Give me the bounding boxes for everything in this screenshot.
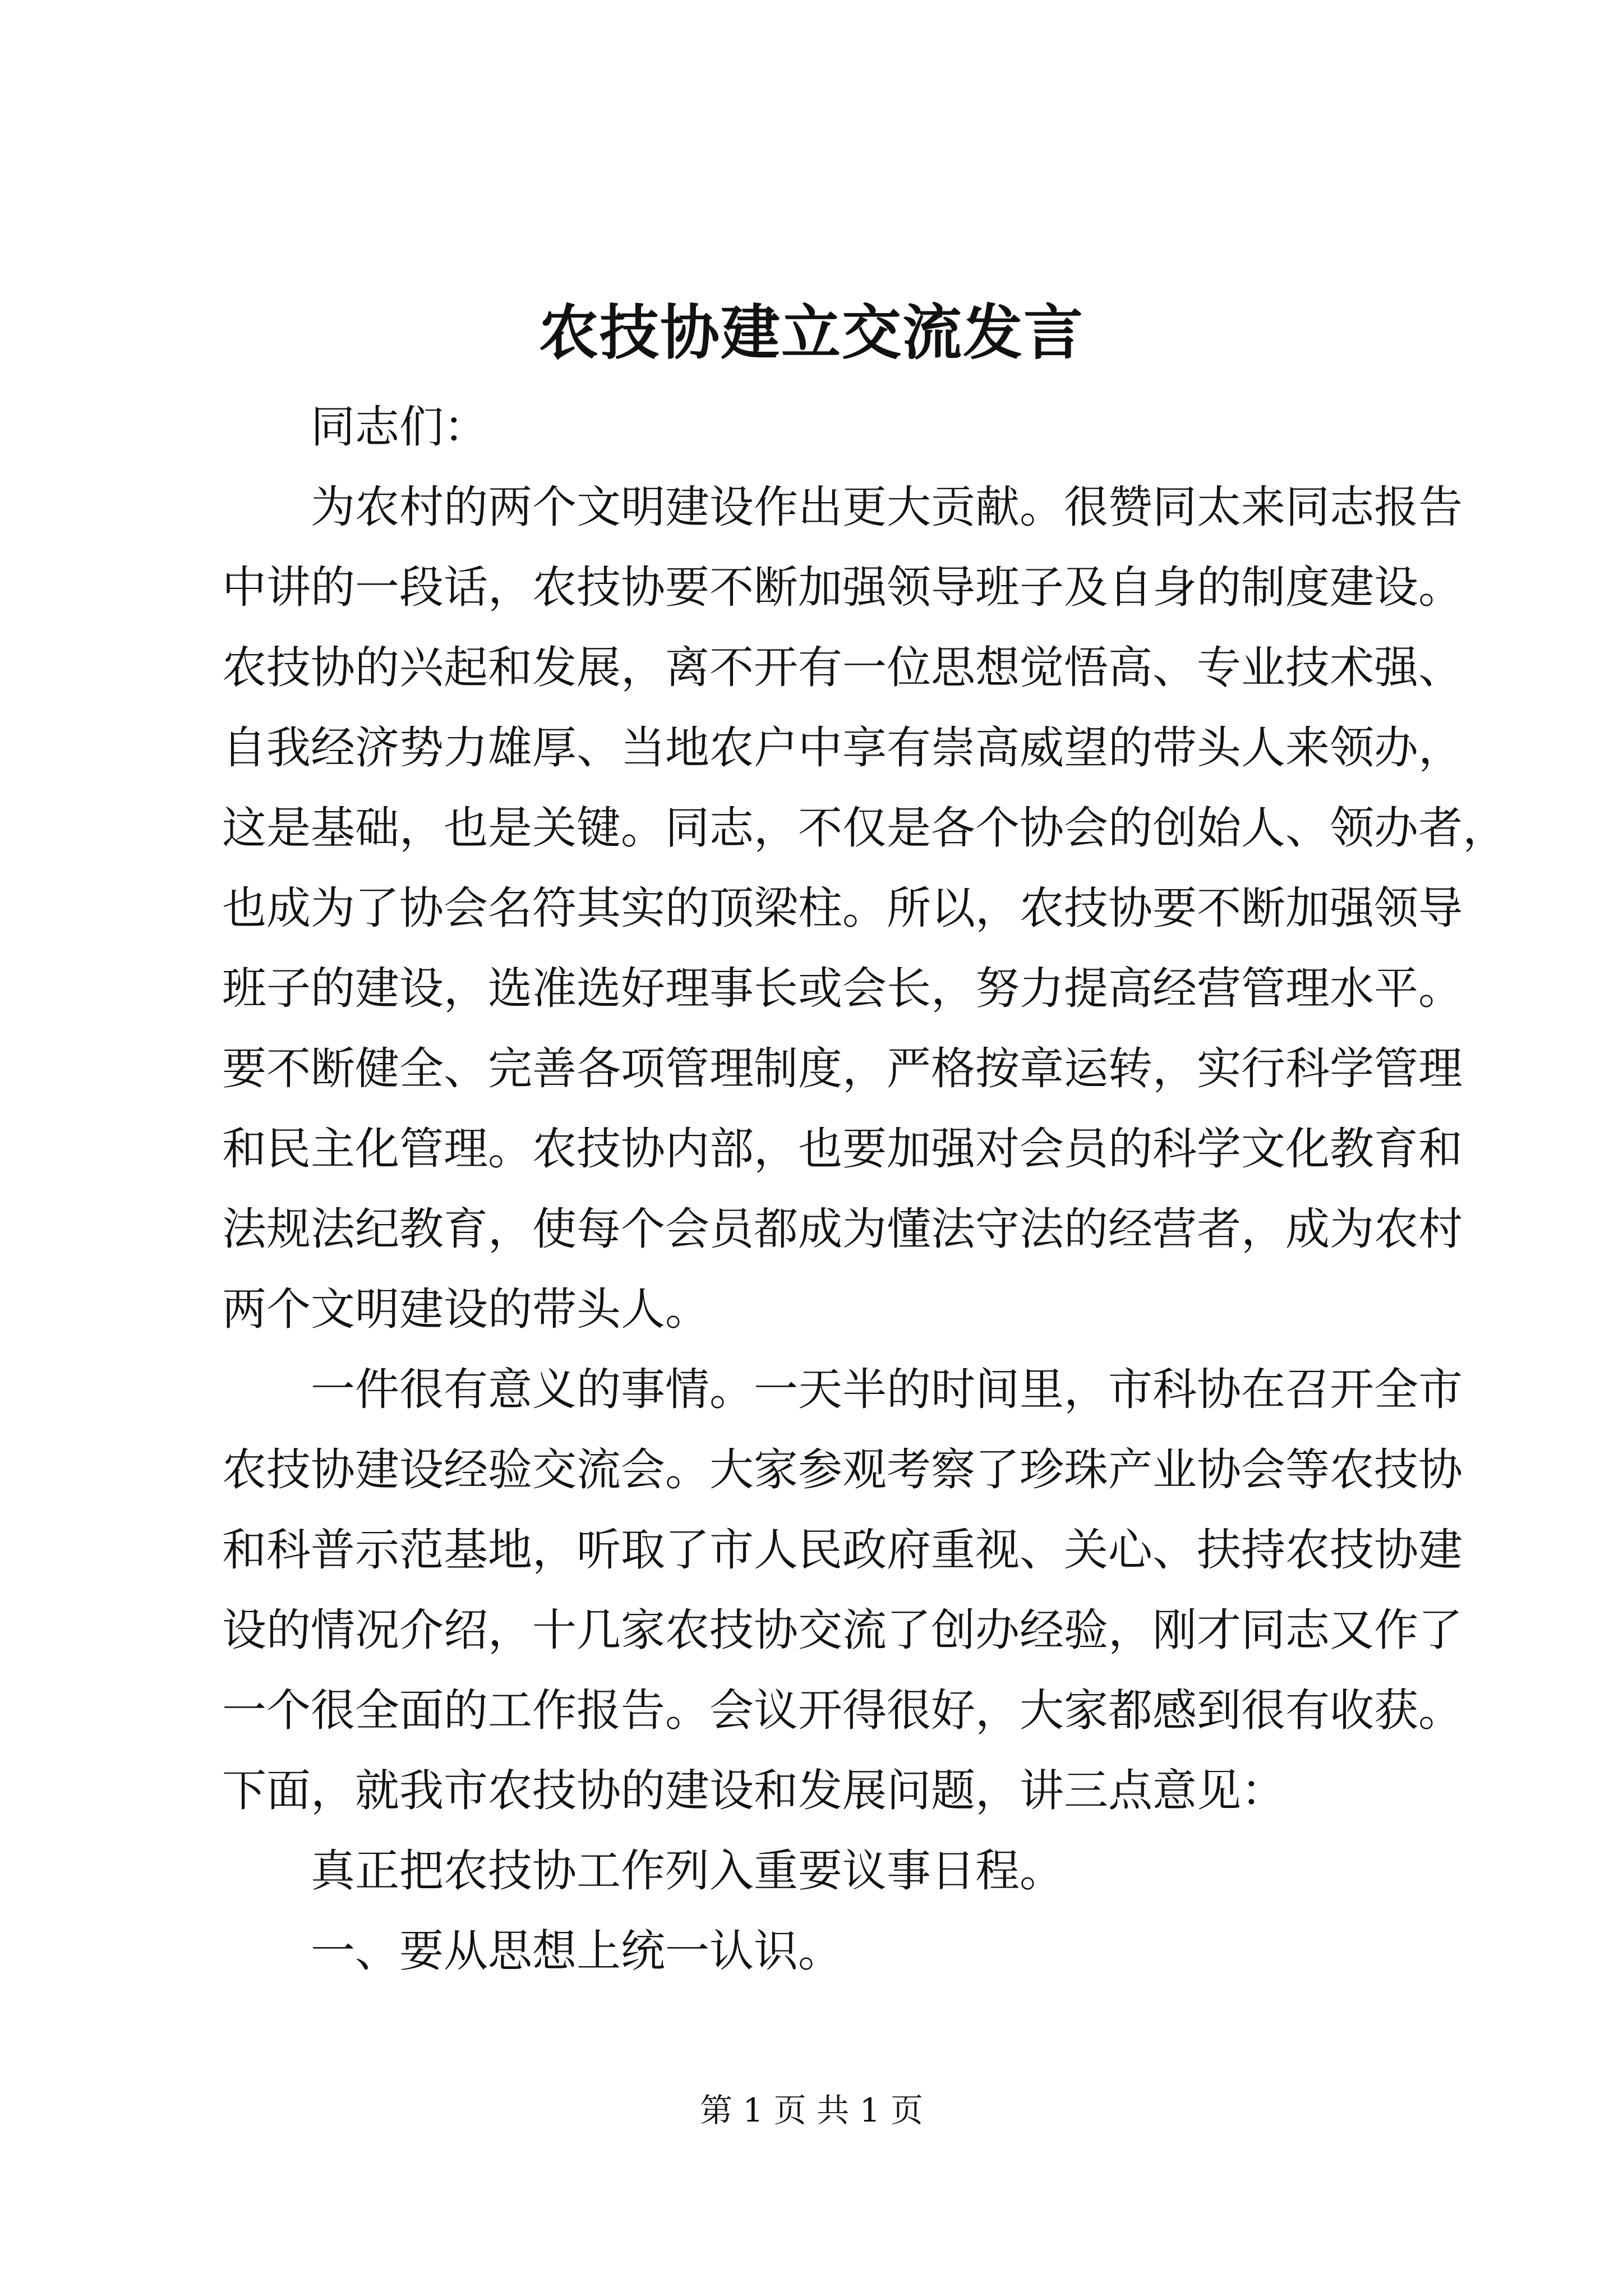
text-line: 一件很有意义的事情。一天半的时间里，市科协在召开全市 (311, 1364, 1463, 1415)
text-line: 这是基础，也是关键。同志，不仅是各个协会的创始人、领办者， (222, 802, 1507, 854)
text-line: 两个文明建设的带头人。 (222, 1283, 709, 1335)
text-line: 同志们： (311, 401, 488, 453)
text-line: 也成为了协会名符其实的顶梁柱。所以，农技协要不断加强领导 (222, 882, 1463, 934)
text-line: 一、要从思想上统一认识。 (311, 1925, 842, 1977)
text-line: 下面，就我市农技协的建设和发展问题，讲三点意见： (222, 1765, 1285, 1816)
text-line: 中讲的一段话，农技协要不断加强领导班子及自身的制度建设。 (222, 562, 1463, 613)
text-line: 农技协的兴起和发展，离不开有一位思想觉悟高、专业技术强、 (222, 642, 1463, 693)
text-line: 农技协建设经验交流会。大家参观考察了珍珠产业协会等农技协 (222, 1444, 1463, 1496)
document-body (222, 387, 1507, 1991)
text-line: 法规法纪教育，使每个会员都成为懂法守法的经营者，成为农村 (222, 1203, 1463, 1255)
text-line: 和民主化管理。农技协内部，也要加强对会员的科学文化教育和 (222, 1123, 1463, 1175)
text-line: 一个很全面的工作报告。会议开得很好，大家都感到很有收获。 (222, 1685, 1463, 1736)
text-line: 班子的建设，选准选好理事长或会长，努力提高经营管理水平。 (222, 963, 1463, 1014)
text-line: 设的情况介绍，十几家农技协交流了创办经验，刚才同志又作了 (222, 1604, 1463, 1656)
text-line: 真正把农技协工作列入重要议事日程。 (311, 1845, 1064, 1897)
page-footer: 第 1 页 共 1 页 (700, 2091, 923, 2129)
text-line: 要不断健全、完善各项管理制度，严格按章运转，实行科学管理 (222, 1043, 1463, 1094)
document-title: 农技协建立交流发言 (539, 297, 1084, 367)
text-line: 为农村的两个文明建设作出更大贡献。很赞同太来同志报告 (311, 481, 1463, 533)
text-line: 自我经济势力雄厚、当地农户中享有崇高威望的带头人来领办， (222, 722, 1463, 774)
text-line: 和科普示范基地，听取了市人民政府重视、关心、扶持农技协建 (222, 1524, 1463, 1576)
